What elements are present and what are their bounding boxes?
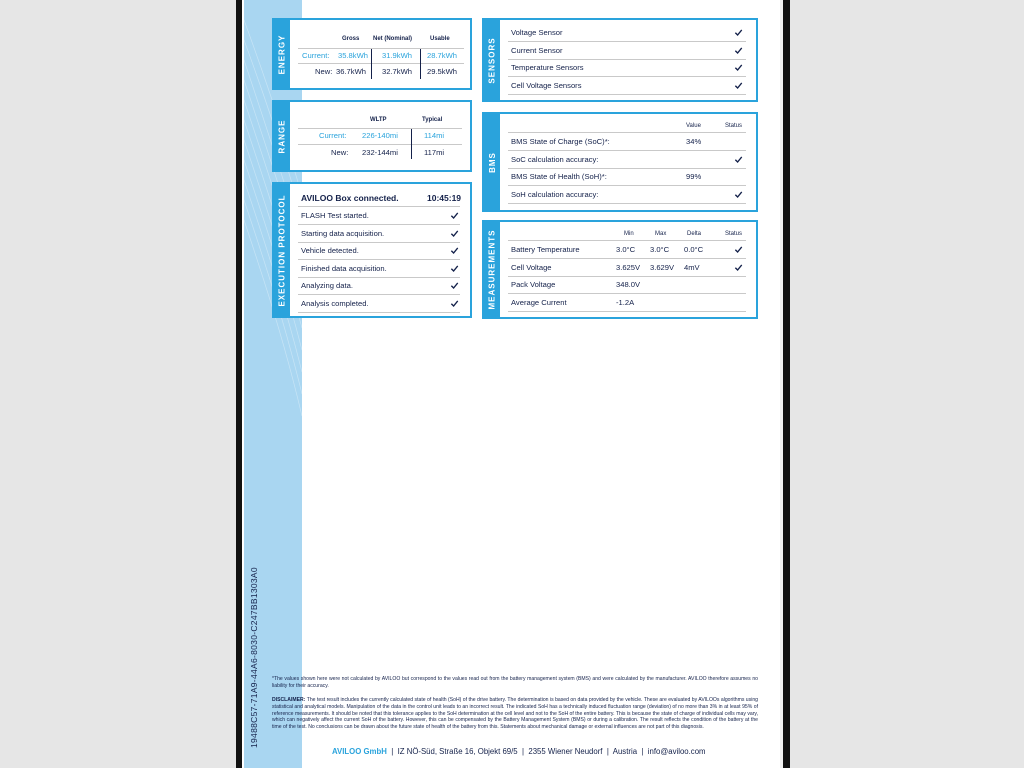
- meas-header-max: Max: [655, 231, 667, 237]
- check-icon: [450, 264, 459, 273]
- energy-current-net: 31.9kWh: [382, 51, 412, 60]
- sensor-item: Voltage Sensor: [511, 28, 563, 37]
- meas-row-min: -1.2A: [616, 297, 635, 307]
- execution-protocol-label: EXECUTION PROTOCOL: [277, 193, 287, 307]
- disclaimer-label: DISCLAIMER:: [272, 697, 306, 703]
- meas-row-max: 3.0°C: [650, 245, 670, 254]
- sensors-label: SENSORS: [487, 36, 497, 84]
- check-icon: [450, 211, 459, 220]
- check-icon: [450, 299, 459, 308]
- bms-header-value: Value: [686, 123, 701, 129]
- range-current-label: Current:: [319, 131, 347, 140]
- footer-email[interactable]: info@aviloo.com: [647, 747, 706, 756]
- footer-address: IZ NÖ-Süd, Straße 16, Objekt 69/5: [397, 747, 518, 756]
- energy-current-gross: 35.8kWh: [338, 51, 368, 60]
- range-new-typical: 117mi: [424, 148, 445, 157]
- range-current-typical: 114mi: [424, 131, 445, 140]
- meas-row-min: 3.0°C: [616, 245, 636, 254]
- bms-label: BMS: [487, 151, 497, 173]
- range-label: RANGE: [277, 119, 287, 153]
- range-new-label: New:: [331, 148, 349, 157]
- footer-company: AVILOO GmbH: [332, 747, 387, 756]
- meas-row-min: 348.0V: [616, 280, 641, 289]
- meas-row-max: 3.629V: [650, 262, 675, 272]
- footer-country: Austria: [612, 747, 638, 756]
- execution-protocol-card: [272, 182, 472, 318]
- scrollbar[interactable]: [780, 0, 783, 768]
- meas-header-min: Min: [624, 231, 634, 237]
- energy-new-label: New:: [315, 67, 333, 76]
- energy-current-usable: 28.7kWh: [427, 51, 457, 60]
- sensor-item: Cell Voltage Sensors: [511, 80, 582, 90]
- meas-row-delta: 4mV: [684, 262, 700, 272]
- range-new-wltp: 232-144mi: [362, 148, 398, 157]
- check-icon: [734, 63, 743, 72]
- report-page: [242, 0, 783, 768]
- bms-row-name: SoC calculation accuracy:: [511, 154, 599, 164]
- range-card: [272, 100, 472, 172]
- check-icon: [734, 190, 743, 199]
- sensor-item: Current Sensor: [511, 45, 563, 55]
- protocol-step: Vehicle detected.: [301, 246, 359, 255]
- sensors-card: [482, 18, 758, 102]
- range-current-wltp: 226-140mi: [362, 131, 398, 140]
- protocol-step: Analyzing data.: [301, 281, 353, 290]
- bms-row-value: 99%: [686, 172, 702, 181]
- protocol-step: FLASH Test started.: [301, 211, 369, 220]
- viewer-frame-right: [783, 0, 790, 768]
- meas-row-delta: 0.0°C: [684, 245, 704, 254]
- check-icon: [450, 281, 459, 290]
- bms-header-status: Status: [725, 123, 743, 129]
- disclaimer: [272, 697, 758, 731]
- measurements-card: [482, 220, 758, 319]
- bms-row-value: 34%: [686, 137, 702, 146]
- protocol-title: AVILOO Box connected.: [301, 193, 399, 203]
- energy-label: ENERGY: [277, 34, 287, 74]
- energy-current-label: Current:: [302, 51, 330, 60]
- sensor-item: Temperature Sensors: [511, 63, 584, 72]
- range-header-wltp: WLTP: [370, 117, 387, 123]
- bms-row-name: SoH calculation accuracy:: [511, 189, 599, 199]
- check-icon: [734, 28, 743, 37]
- bms-row-name: BMS State of Charge (SoC)*:: [511, 137, 610, 146]
- meas-header-status: Status: [725, 231, 743, 237]
- energy-new-gross: 36.7kWh: [336, 67, 366, 76]
- meas-row-min: 3.625V: [616, 262, 641, 272]
- footer-city: 2355 Wiener Neudorf: [528, 747, 603, 756]
- disclaimer-text: The test result includes the currently calculated state of health (SoH) of the drive battery. The determination is based on data provided by the vehicle. These are evaluated by AVILOOs algorithms using statistical and analytical models. Manipulation of the data in the control unit leads to an incorrect result. The indicated SoH has a technically induced fluctuation range (deviation) of no more than 3% in at least 95% of reference measurements. It should be noted that this tolerance applies to the SoH determination at the cell level and not to the SoH of the entire battery. This is because the state of charge of individual cells may vary, which can negatively affect the current SoH of the battery. However, this can be compensated by the Battery Management System (BMS) or during a calibration. The result reflects the condition of the battery at the time of the test. No conclusions can be drawn about the future state of health of the battery from this. Statements about mechanical damage or external influences are not part of this diagnosis.: [272, 697, 758, 731]
- bms-card: [482, 112, 758, 212]
- company-footer: AVILOO GmbH | IZ NÖ-Süd, Straße 16, Objekt 69/5 | 2355 Wiener Neudorf | Austria | info@aviloo.com: [332, 747, 706, 756]
- meas-header-delta: Delta: [687, 231, 702, 237]
- check-icon: [734, 245, 743, 254]
- check-icon: [734, 46, 743, 55]
- check-icon: [734, 155, 743, 164]
- measurements-label: MEASUREMENTS: [487, 229, 497, 310]
- protocol-step: Analysis completed.: [301, 298, 369, 308]
- protocol-step: Finished data acquisition.: [301, 263, 387, 273]
- energy-card: [272, 18, 472, 90]
- meas-row-name: Pack Voltage: [511, 280, 556, 289]
- meas-row-name: Battery Temperature: [511, 245, 580, 254]
- energy-new-usable: 29.5kWh: [427, 67, 457, 76]
- energy-header-usable: Usable: [430, 36, 450, 42]
- range-header-typical: Typical: [422, 117, 443, 123]
- document-id: 19488C57-71A9-44A6-8030-C247BB1303A0: [249, 567, 259, 748]
- meas-row-name: Average Current: [511, 297, 567, 307]
- bms-row-name: BMS State of Health (SoH)*:: [511, 172, 607, 181]
- meas-row-name: Cell Voltage: [511, 262, 552, 272]
- energy-header-gross: Gross: [342, 36, 360, 42]
- protocol-time: 10:45:19: [427, 193, 462, 203]
- energy-new-net: 32.7kWh: [382, 67, 412, 76]
- check-icon: [450, 246, 459, 255]
- energy-header-net: Net (Nominal): [373, 36, 412, 42]
- check-icon: [734, 81, 743, 90]
- check-icon: [734, 263, 743, 272]
- protocol-step: Starting data acquisition.: [301, 228, 385, 238]
- check-icon: [450, 229, 459, 238]
- footnote: *The values shown here were not calculated by AVILOO but correspond to the values read out from the battery management system (BMS) and were calculated by the manufacturer. AVILOO therefore assumes no liability for their accuracy.: [272, 676, 758, 689]
